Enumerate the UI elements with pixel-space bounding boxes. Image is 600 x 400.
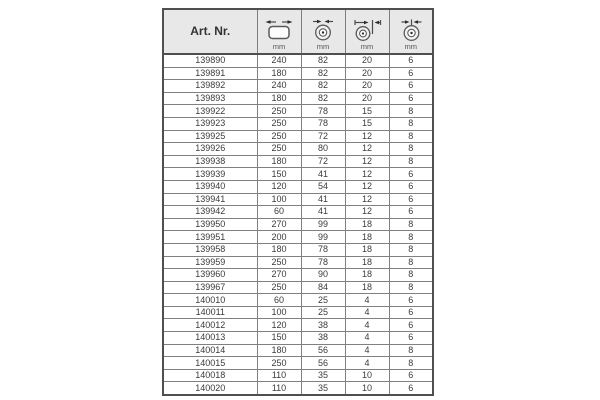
value-cell: 6: [389, 92, 433, 105]
value-cell: 6: [389, 319, 433, 332]
unit-label: mm: [316, 42, 330, 51]
value-cell: 8: [389, 117, 433, 130]
value-cell: 99: [301, 231, 345, 244]
table-row: [163, 130, 433, 143]
value-cell: 6: [389, 168, 433, 181]
table-row: [163, 256, 433, 269]
table-row: [163, 269, 433, 282]
value-cell: 38: [301, 332, 345, 345]
value-cell: 240: [257, 54, 301, 67]
table-row: [163, 105, 433, 118]
roller-width-icon: [351, 18, 383, 41]
value-cell: 4: [345, 357, 389, 370]
value-cell: 100: [257, 306, 301, 319]
art-nr-cell: 139940: [163, 180, 257, 193]
value-cell: 12: [345, 193, 389, 206]
table-row: [163, 80, 433, 93]
value-cell: 250: [257, 357, 301, 370]
value-cell: 4: [345, 294, 389, 307]
product-spec-table-wrap: [162, 8, 434, 396]
value-cell: 12: [345, 168, 389, 181]
art-nr-cell: 140015: [163, 357, 257, 370]
value-cell: 8: [389, 130, 433, 143]
value-cell: 150: [257, 332, 301, 345]
value-cell: 4: [345, 306, 389, 319]
product-spec-table: [162, 8, 434, 396]
value-cell: 4: [345, 332, 389, 345]
col-header-roller-width: [345, 9, 389, 54]
art-nr-cell: 139960: [163, 269, 257, 282]
value-cell: 20: [345, 54, 389, 67]
table-row: [163, 369, 433, 382]
value-cell: 4: [345, 344, 389, 357]
art-nr-cell: 139951: [163, 231, 257, 244]
art-nr-cell: 140014: [163, 344, 257, 357]
table-row: [163, 306, 433, 319]
value-cell: 6: [389, 80, 433, 93]
value-cell: 250: [257, 117, 301, 130]
value-cell: 250: [257, 105, 301, 118]
value-cell: 100: [257, 193, 301, 206]
art-nr-cell: 139891: [163, 67, 257, 80]
value-cell: 6: [389, 332, 433, 345]
value-cell: 8: [389, 155, 433, 168]
table-row: [163, 168, 433, 181]
table-row: [163, 281, 433, 294]
value-cell: 250: [257, 281, 301, 294]
table-row: [163, 67, 433, 80]
value-cell: 20: [345, 80, 389, 93]
col-header-outer-width: [257, 9, 301, 54]
art-nr-cell: 139925: [163, 130, 257, 143]
table-row: [163, 54, 433, 67]
value-cell: 18: [345, 256, 389, 269]
table-row: [163, 143, 433, 156]
value-cell: 10: [345, 369, 389, 382]
art-nr-cell: 140013: [163, 332, 257, 345]
value-cell: 4: [345, 319, 389, 332]
value-cell: 6: [389, 180, 433, 193]
value-cell: 60: [257, 294, 301, 307]
value-cell: 10: [345, 382, 389, 395]
value-cell: 6: [389, 54, 433, 67]
art-nr-cell: 139959: [163, 256, 257, 269]
value-cell: 18: [345, 231, 389, 244]
unit-label: mm: [360, 42, 374, 51]
value-cell: 56: [301, 357, 345, 370]
value-cell: 15: [345, 105, 389, 118]
art-nr-cell: 139938: [163, 155, 257, 168]
value-cell: 180: [257, 243, 301, 256]
value-cell: 270: [257, 269, 301, 282]
table-row: [163, 357, 433, 370]
value-cell: 12: [345, 155, 389, 168]
value-cell: 8: [389, 143, 433, 156]
value-cell: 110: [257, 382, 301, 395]
value-cell: 78: [301, 105, 345, 118]
outer-width-icon: [263, 18, 295, 41]
value-cell: 99: [301, 218, 345, 231]
value-cell: 8: [389, 218, 433, 231]
unit-label: mm: [272, 42, 286, 51]
value-cell: 8: [389, 231, 433, 244]
value-cell: 250: [257, 130, 301, 143]
value-cell: 78: [301, 256, 345, 269]
art-nr-cell: 139923: [163, 117, 257, 130]
value-cell: 180: [257, 155, 301, 168]
value-cell: 78: [301, 243, 345, 256]
value-cell: 12: [345, 206, 389, 219]
art-nr-cell: 140012: [163, 319, 257, 332]
value-cell: 180: [257, 67, 301, 80]
value-cell: 8: [389, 281, 433, 294]
value-cell: 6: [389, 193, 433, 206]
value-cell: 6: [389, 382, 433, 395]
value-cell: 150: [257, 168, 301, 181]
value-cell: 240: [257, 80, 301, 93]
value-cell: 56: [301, 344, 345, 357]
value-cell: 18: [345, 281, 389, 294]
value-cell: 82: [301, 80, 345, 93]
art-nr-cell: 139892: [163, 80, 257, 93]
art-nr-label: Art. Nr.: [190, 24, 231, 38]
col-header-bore-diameter: [389, 9, 433, 54]
table-row: [163, 218, 433, 231]
unit-label: mm: [404, 42, 417, 51]
value-cell: 20: [345, 67, 389, 80]
value-cell: 80: [301, 143, 345, 156]
art-nr-cell: 140011: [163, 306, 257, 319]
table-row: [163, 193, 433, 206]
art-nr-cell: 139890: [163, 54, 257, 67]
art-nr-cell: 140018: [163, 369, 257, 382]
value-cell: 180: [257, 344, 301, 357]
value-cell: 250: [257, 256, 301, 269]
header-row: [163, 9, 433, 54]
value-cell: 6: [389, 206, 433, 219]
value-cell: 270: [257, 218, 301, 231]
art-nr-cell: 140020: [163, 382, 257, 395]
table-row: [163, 344, 433, 357]
value-cell: 82: [301, 54, 345, 67]
value-cell: 25: [301, 294, 345, 307]
table-row: [163, 206, 433, 219]
table-header: [163, 9, 433, 54]
value-cell: 6: [389, 67, 433, 80]
table-row: [163, 117, 433, 130]
table-row: [163, 92, 433, 105]
value-cell: 8: [389, 243, 433, 256]
table-row: [163, 243, 433, 256]
art-nr-cell: 139958: [163, 243, 257, 256]
bore-diameter-icon: [395, 18, 427, 41]
roller-diameter-icon: [307, 18, 339, 41]
value-cell: 18: [345, 243, 389, 256]
value-cell: 20: [345, 92, 389, 105]
value-cell: 54: [301, 180, 345, 193]
value-cell: 8: [389, 269, 433, 282]
value-cell: 41: [301, 193, 345, 206]
value-cell: 12: [345, 130, 389, 143]
value-cell: 82: [301, 67, 345, 80]
art-nr-cell: 139922: [163, 105, 257, 118]
col-header-art-nr: [163, 9, 257, 54]
value-cell: 35: [301, 369, 345, 382]
table-row: [163, 294, 433, 307]
value-cell: 18: [345, 218, 389, 231]
value-cell: 8: [389, 105, 433, 118]
art-nr-cell: 139926: [163, 143, 257, 156]
value-cell: 90: [301, 269, 345, 282]
value-cell: 6: [389, 294, 433, 307]
art-nr-cell: 139941: [163, 193, 257, 206]
value-cell: 6: [389, 306, 433, 319]
value-cell: 250: [257, 143, 301, 156]
value-cell: 12: [345, 143, 389, 156]
value-cell: 120: [257, 180, 301, 193]
art-nr-cell: 139939: [163, 168, 257, 181]
value-cell: 60: [257, 206, 301, 219]
value-cell: 6: [389, 369, 433, 382]
art-nr-cell: 140010: [163, 294, 257, 307]
value-cell: 200: [257, 231, 301, 244]
value-cell: 38: [301, 319, 345, 332]
art-nr-cell: 139942: [163, 206, 257, 219]
value-cell: 180: [257, 92, 301, 105]
value-cell: 84: [301, 281, 345, 294]
value-cell: 15: [345, 117, 389, 130]
table-row: [163, 155, 433, 168]
value-cell: 41: [301, 206, 345, 219]
value-cell: 35: [301, 382, 345, 395]
value-cell: 110: [257, 369, 301, 382]
value-cell: 8: [389, 357, 433, 370]
value-cell: 12: [345, 180, 389, 193]
art-nr-cell: 139967: [163, 281, 257, 294]
art-nr-cell: 139893: [163, 92, 257, 105]
value-cell: 25: [301, 306, 345, 319]
table-row: [163, 231, 433, 244]
table-row: [163, 332, 433, 345]
value-cell: 82: [301, 92, 345, 105]
value-cell: 8: [389, 256, 433, 269]
value-cell: 41: [301, 168, 345, 181]
value-cell: 78: [301, 117, 345, 130]
value-cell: 120: [257, 319, 301, 332]
art-nr-cell: 139950: [163, 218, 257, 231]
value-cell: 72: [301, 130, 345, 143]
table-body: [163, 54, 433, 395]
table-row: [163, 319, 433, 332]
value-cell: 18: [345, 269, 389, 282]
value-cell: 72: [301, 155, 345, 168]
table-row: [163, 382, 433, 395]
col-header-roller-diameter: [301, 9, 345, 54]
table-row: [163, 180, 433, 193]
value-cell: 8: [389, 344, 433, 357]
